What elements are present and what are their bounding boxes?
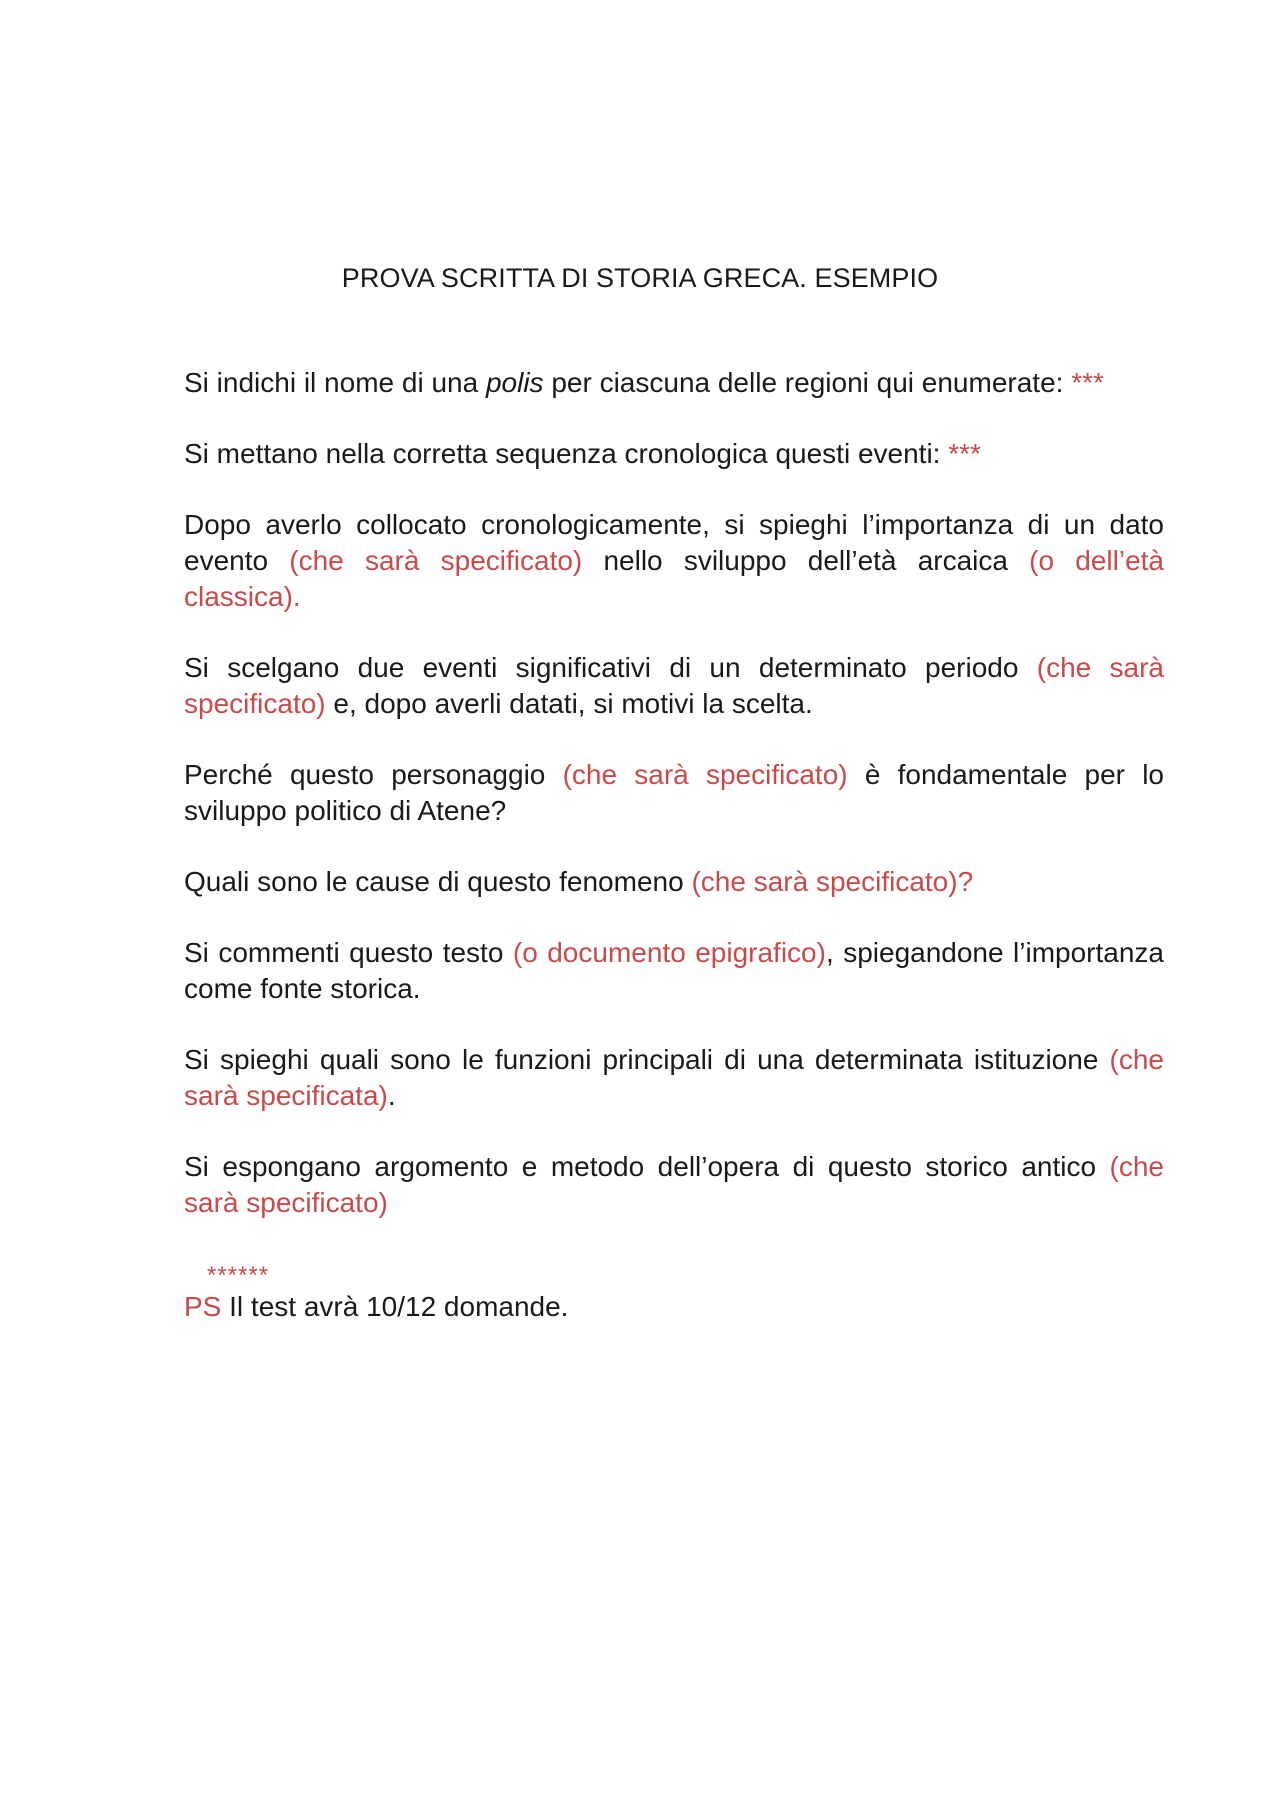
separator-stars: ****** xyxy=(207,1262,270,1289)
placeholder-note: (o dell’età classica). xyxy=(184,545,1165,612)
ps-text: Il test avrà 10/12 domande. xyxy=(221,1291,569,1322)
placeholder-note: (che sarà specificata) xyxy=(184,1044,1164,1111)
question-1: Si indichi il nome di una polis per ciascuna delle regioni qui enumerate: *** xyxy=(184,367,1104,398)
placeholder-marker: *** xyxy=(1071,367,1104,398)
question-2: Si mettano nella corretta sequenza cronologica questi eventi: *** xyxy=(184,438,981,469)
question-8: Si spieghi quali sono le funzioni principali di una determinata istituzione (che sarà specificata). xyxy=(184,1044,1164,1111)
question-3: Dopo averlo collocato cronologicamente, si spieghi l’importanza di un dato evento (che sarà specificato) nello sviluppo dell’età arcaica (o dell’età classica). xyxy=(184,509,1165,612)
placeholder-note: (che sarà specificato) xyxy=(562,759,848,790)
placeholder-note: (o documento epigrafico) xyxy=(512,937,826,968)
placeholder-note: (che sarà specificato)? xyxy=(691,866,974,897)
ps-label: PS xyxy=(184,1291,222,1322)
placeholder-note: (che sarà specificato) xyxy=(184,1151,1164,1218)
question-7: Si commenti questo testo (o documento epigrafico), spiegandone l’importanza come fonte storica. xyxy=(184,937,1164,1004)
placeholder-note: (che sarà specificato) xyxy=(184,652,1164,719)
question-list xyxy=(184,365,1164,1325)
polis-term: polis xyxy=(485,367,544,398)
placeholder-note: (che sarà specificato) xyxy=(289,545,583,576)
page-title: PROVA SCRITTA DI STORIA GRECA. ESEMPIO xyxy=(341,263,939,293)
question-6: Quali sono le cause di questo fenomeno (che sarà specificato)? xyxy=(184,866,974,897)
question-5: Perché questo personaggio (che sarà specificato) è fondamentale per lo sviluppo politico di Atene? xyxy=(184,759,1165,826)
placeholder-marker: *** xyxy=(948,438,981,469)
question-9: Si espongano argomento e metodo dell’opera di questo storico antico (che sarà specificato) xyxy=(184,1151,1164,1218)
postscript xyxy=(184,1289,1164,1325)
question-4: Si scelgano due eventi significativi di un determinato periodo (che sarà specificato) e, dopo averli datati, si motivi la scelta. xyxy=(184,652,1164,719)
